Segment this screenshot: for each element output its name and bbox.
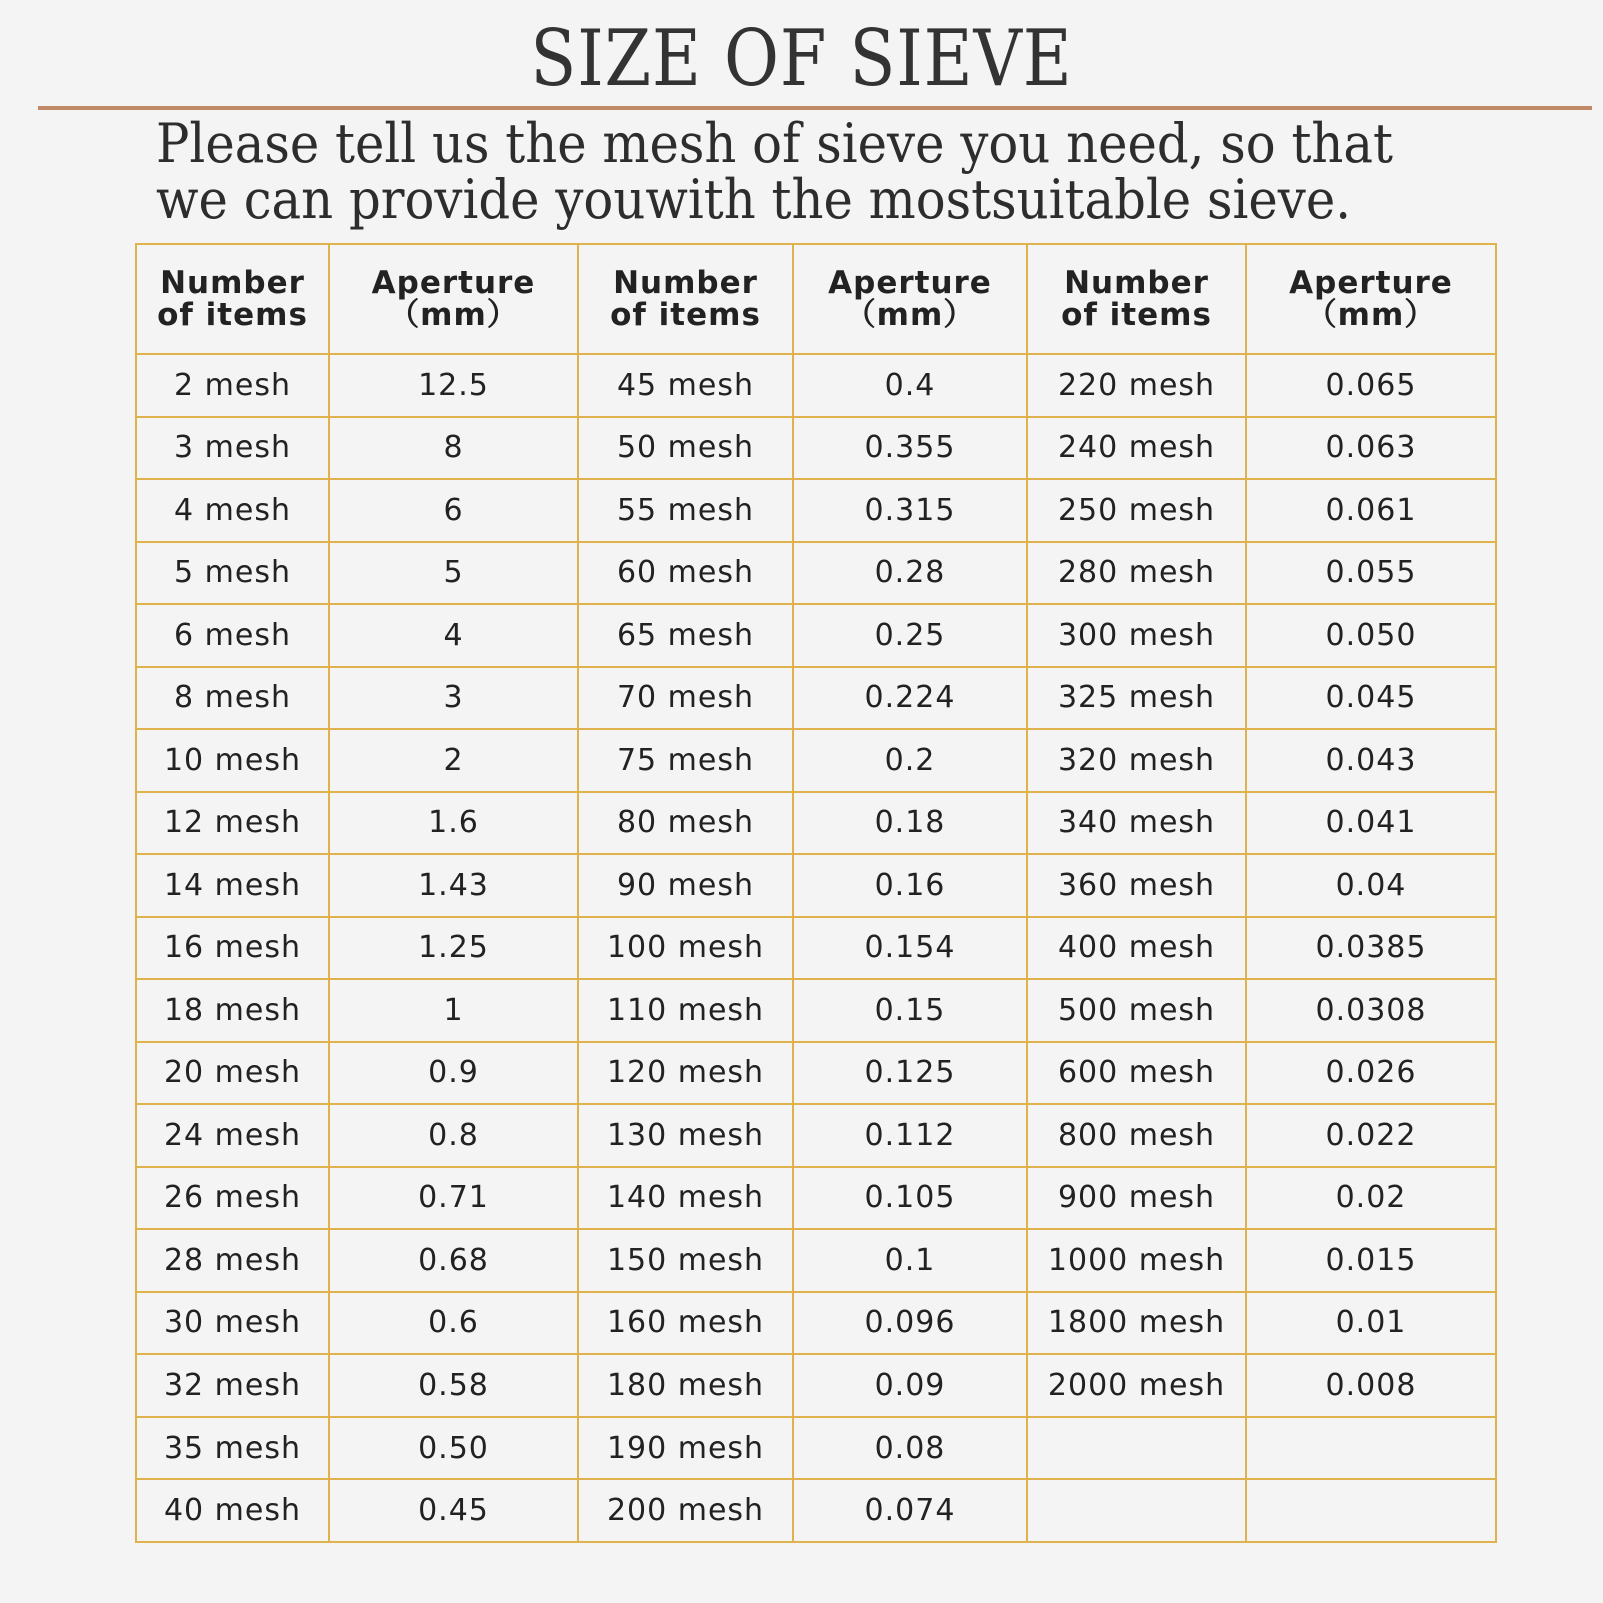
- mesh-count-cell: 10 mesh: [136, 729, 329, 792]
- aperture-cell: 1: [329, 979, 578, 1042]
- aperture-cell: 0.355: [793, 417, 1027, 480]
- aperture-cell: 0.055: [1246, 542, 1496, 605]
- aperture-cell: 0.022: [1246, 1104, 1496, 1167]
- mesh-count-cell: [1027, 1417, 1246, 1480]
- table-row: [136, 604, 1496, 667]
- aperture-cell: 0.224: [793, 667, 1027, 730]
- table-row: [136, 979, 1496, 1042]
- mesh-count-cell: 180 mesh: [578, 1354, 793, 1417]
- mesh-count-cell: 320 mesh: [1027, 729, 1246, 792]
- table-row: [136, 354, 1496, 417]
- aperture-cell: 0.15: [793, 979, 1027, 1042]
- mesh-count-cell: 60 mesh: [578, 542, 793, 605]
- mesh-count-cell: 140 mesh: [578, 1167, 793, 1230]
- aperture-cell: 8: [329, 417, 578, 480]
- mesh-count-cell: 1800 mesh: [1027, 1292, 1246, 1355]
- aperture-cell: 0.065: [1246, 354, 1496, 417]
- table-row: [136, 542, 1496, 605]
- aperture-cell: 0.08: [793, 1417, 1027, 1480]
- aperture-cell: 0.50: [329, 1417, 578, 1480]
- mesh-count-cell: 800 mesh: [1027, 1104, 1246, 1167]
- mesh-count-cell: 16 mesh: [136, 917, 329, 980]
- mesh-count-cell: 55 mesh: [578, 479, 793, 542]
- mesh-count-cell: 70 mesh: [578, 667, 793, 730]
- aperture-cell: 0.9: [329, 1042, 578, 1105]
- aperture-cell: 12.5: [329, 354, 578, 417]
- mesh-count-cell: 26 mesh: [136, 1167, 329, 1230]
- mesh-count-cell: 100 mesh: [578, 917, 793, 980]
- table-row: [136, 1104, 1496, 1167]
- mesh-count-cell: 8 mesh: [136, 667, 329, 730]
- aperture-cell: 0.01: [1246, 1292, 1496, 1355]
- table-row: [136, 854, 1496, 917]
- mesh-count-cell: 50 mesh: [578, 417, 793, 480]
- aperture-cell: 0.061: [1246, 479, 1496, 542]
- mesh-count-cell: 220 mesh: [1027, 354, 1246, 417]
- mesh-count-cell: 500 mesh: [1027, 979, 1246, 1042]
- aperture-cell: 0.0385: [1246, 917, 1496, 980]
- mesh-count-cell: 110 mesh: [578, 979, 793, 1042]
- aperture-cell: 0.0308: [1246, 979, 1496, 1042]
- mesh-count-cell: 300 mesh: [1027, 604, 1246, 667]
- mesh-count-cell: 400 mesh: [1027, 917, 1246, 980]
- mesh-count-cell: 340 mesh: [1027, 792, 1246, 855]
- mesh-count-cell: 2 mesh: [136, 354, 329, 417]
- aperture-cell: 0.58: [329, 1354, 578, 1417]
- aperture-cell: 1.6: [329, 792, 578, 855]
- aperture-cell: 0.154: [793, 917, 1027, 980]
- aperture-cell: 0.1: [793, 1229, 1027, 1292]
- table-body: [136, 354, 1496, 1542]
- mesh-count-cell: 20 mesh: [136, 1042, 329, 1105]
- table-row: [136, 1417, 1496, 1480]
- aperture-cell: 0.315: [793, 479, 1027, 542]
- mesh-count-cell: 240 mesh: [1027, 417, 1246, 480]
- mesh-count-cell: 45 mesh: [578, 354, 793, 417]
- header-aperture: Aperture （mm）: [1246, 244, 1496, 354]
- table-row: [136, 1292, 1496, 1355]
- mesh-count-cell: 4 mesh: [136, 479, 329, 542]
- aperture-cell: 0.6: [329, 1292, 578, 1355]
- title-divider: [38, 106, 1592, 110]
- aperture-cell: 5: [329, 542, 578, 605]
- mesh-count-cell: 2000 mesh: [1027, 1354, 1246, 1417]
- mesh-count-cell: 150 mesh: [578, 1229, 793, 1292]
- table-header-row: [136, 244, 1496, 354]
- table-row: [136, 417, 1496, 480]
- instruction-line-2: we can provide youwith the mostsuitable sieve.: [156, 168, 1352, 231]
- mesh-count-cell: 35 mesh: [136, 1417, 329, 1480]
- aperture-cell: 1.25: [329, 917, 578, 980]
- mesh-count-cell: 250 mesh: [1027, 479, 1246, 542]
- mesh-count-cell: 600 mesh: [1027, 1042, 1246, 1105]
- mesh-count-cell: 24 mesh: [136, 1104, 329, 1167]
- mesh-count-cell: 40 mesh: [136, 1479, 329, 1542]
- aperture-cell: 0.45: [329, 1479, 578, 1542]
- mesh-count-cell: 160 mesh: [578, 1292, 793, 1355]
- aperture-cell: 0.043: [1246, 729, 1496, 792]
- instruction-line-1: Please tell us the mesh of sieve you need, so that: [156, 112, 1394, 175]
- header-number-of-items: Number of items: [1027, 244, 1246, 354]
- aperture-cell: 0.063: [1246, 417, 1496, 480]
- aperture-cell: [1246, 1479, 1496, 1542]
- aperture-cell: 2: [329, 729, 578, 792]
- mesh-count-cell: 75 mesh: [578, 729, 793, 792]
- mesh-count-cell: 120 mesh: [578, 1042, 793, 1105]
- mesh-count-cell: 6 mesh: [136, 604, 329, 667]
- aperture-cell: 4: [329, 604, 578, 667]
- mesh-count-cell: 90 mesh: [578, 854, 793, 917]
- aperture-cell: 6: [329, 479, 578, 542]
- mesh-count-cell: 30 mesh: [136, 1292, 329, 1355]
- aperture-cell: 3: [329, 667, 578, 730]
- aperture-cell: 0.015: [1246, 1229, 1496, 1292]
- aperture-cell: 0.026: [1246, 1042, 1496, 1105]
- mesh-count-cell: 5 mesh: [136, 542, 329, 605]
- mesh-count-cell: 325 mesh: [1027, 667, 1246, 730]
- mesh-count-cell: 190 mesh: [578, 1417, 793, 1480]
- table-row: [136, 1042, 1496, 1105]
- table-row: [136, 1229, 1496, 1292]
- page-title: SIZE OF SIEVE: [530, 14, 1073, 104]
- mesh-count-cell: 200 mesh: [578, 1479, 793, 1542]
- aperture-cell: 0.18: [793, 792, 1027, 855]
- table-row: [136, 667, 1496, 730]
- aperture-cell: 0.008: [1246, 1354, 1496, 1417]
- aperture-cell: 0.25: [793, 604, 1027, 667]
- aperture-cell: 0.125: [793, 1042, 1027, 1105]
- table-row: [136, 1354, 1496, 1417]
- header-aperture: Aperture （mm）: [329, 244, 578, 354]
- aperture-cell: 0.09: [793, 1354, 1027, 1417]
- aperture-cell: 0.68: [329, 1229, 578, 1292]
- table-row: [136, 792, 1496, 855]
- mesh-count-cell: 280 mesh: [1027, 542, 1246, 605]
- instruction-text: [156, 112, 1394, 231]
- mesh-count-cell: 12 mesh: [136, 792, 329, 855]
- aperture-cell: 0.2: [793, 729, 1027, 792]
- table-row: [136, 479, 1496, 542]
- aperture-cell: 0.050: [1246, 604, 1496, 667]
- table-row: [136, 1479, 1496, 1542]
- table-row: [136, 917, 1496, 980]
- aperture-cell: 0.041: [1246, 792, 1496, 855]
- mesh-count-cell: 360 mesh: [1027, 854, 1246, 917]
- mesh-count-cell: 130 mesh: [578, 1104, 793, 1167]
- aperture-cell: 0.112: [793, 1104, 1027, 1167]
- mesh-count-cell: 3 mesh: [136, 417, 329, 480]
- aperture-cell: 1.43: [329, 854, 578, 917]
- header-aperture: Aperture （mm）: [793, 244, 1027, 354]
- header-number-of-items: Number of items: [136, 244, 329, 354]
- aperture-cell: 0.16: [793, 854, 1027, 917]
- header-number-of-items: Number of items: [578, 244, 793, 354]
- mesh-count-cell: 14 mesh: [136, 854, 329, 917]
- aperture-cell: [1246, 1417, 1496, 1480]
- mesh-count-cell: 18 mesh: [136, 979, 329, 1042]
- aperture-cell: 0.074: [793, 1479, 1027, 1542]
- aperture-cell: 0.096: [793, 1292, 1027, 1355]
- aperture-cell: 0.71: [329, 1167, 578, 1230]
- aperture-cell: 0.045: [1246, 667, 1496, 730]
- aperture-cell: 0.04: [1246, 854, 1496, 917]
- mesh-count-cell: 32 mesh: [136, 1354, 329, 1417]
- mesh-count-cell: 1000 mesh: [1027, 1229, 1246, 1292]
- table-row: [136, 1167, 1496, 1230]
- mesh-count-cell: 80 mesh: [578, 792, 793, 855]
- aperture-cell: 0.28: [793, 542, 1027, 605]
- mesh-count-cell: 28 mesh: [136, 1229, 329, 1292]
- mesh-count-cell: 65 mesh: [578, 604, 793, 667]
- aperture-cell: 0.4: [793, 354, 1027, 417]
- mesh-count-cell: [1027, 1479, 1246, 1542]
- sieve-size-table: [135, 243, 1497, 1543]
- aperture-cell: 0.02: [1246, 1167, 1496, 1230]
- aperture-cell: 0.105: [793, 1167, 1027, 1230]
- mesh-count-cell: 900 mesh: [1027, 1167, 1246, 1230]
- table-row: [136, 729, 1496, 792]
- aperture-cell: 0.8: [329, 1104, 578, 1167]
